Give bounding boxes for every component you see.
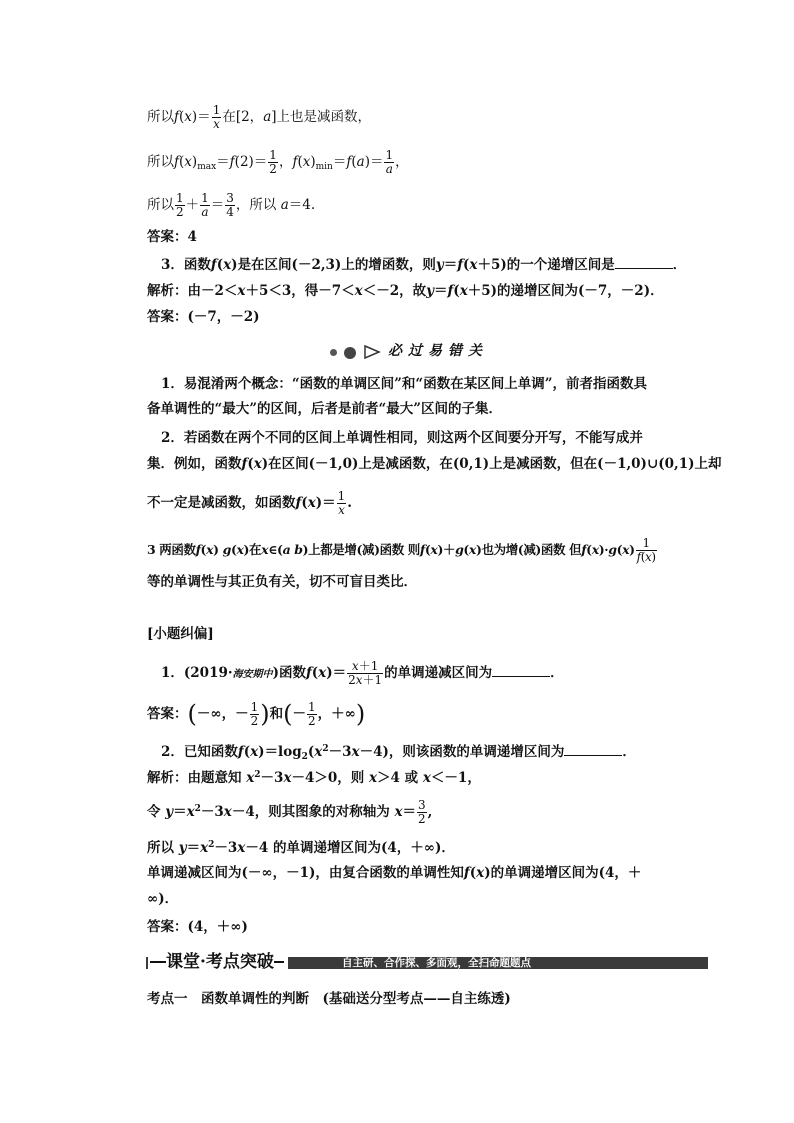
fraction: $\frac{1}{2}$ [176,191,184,219]
small-a2: 答案：(4，＋∞) [147,919,248,935]
answer-3: 答案：(－7，－2) [147,309,260,325]
answer-blank [564,743,622,756]
point-2a: 2．若函数在两个不同的区间上单调性相同，则这两个区间要分开写，不能写成并 [161,430,643,446]
question-3: 3．函数f(x)是在区间(－2,3)上的增函数，则y＝f(x＋5)的一个递增区间是 ． [161,257,687,273]
fraction: $\frac{1}{2}$ [250,700,259,728]
fraction: $\frac{1}{2}$ [308,700,316,728]
line-2: 所以$f(x)_{max}=f(2)=$ $\frac{1}{2}$ ，$f(x)_{min}=f(a)=$ $\frac{1}{a}$ ， [147,148,409,176]
point-1a: 1．易混淆两个概念：“函数的单调区间”和“函数在某区间上单调”，前者指函数具 [161,376,647,392]
line-1: 所以f(x)＝ $\frac{1}{x}$ 在[2，a]上也是减函数， [147,103,372,131]
small-sol-2a: 解析：由题意知 $x^2-3x-4>0$，则 x＞4 或 x＜－1， [147,770,481,786]
answer-blank [615,256,673,269]
fraction: $\frac{1}{a}$ [385,148,394,176]
fraction: $\frac{1}{x}$ [212,103,221,131]
dots-icon [330,344,381,363]
fraction: $\frac{1}{f(x)}$ [636,536,656,564]
small-q1: 1．(2019·海安期中)函数f(x)＝ $\frac{x+1}{2x+1}$ 的单调递减区间为 ． [161,659,564,687]
small-a1: 答案：(－∞，－ $\frac{1}{2}$ )和(－ $\frac{1}{2}$ ，＋∞) [147,700,366,728]
answer-blank [492,664,550,677]
section-title: 课堂·考点突破 [148,951,288,973]
point-3b: 等的单调性与其正负有关，切不可盲目类比． [147,574,417,590]
section-banner [146,952,708,972]
banner-must-pass [330,339,500,361]
small-sol-2c: 所以 $y=x^2-3x-4$ 的单调递增区间为(4，＋∞)． [147,840,455,856]
banner-title: 必过易错关 [388,343,488,359]
point-3a: 3 两函数f(x) g(x)在x∈(a b)上都是增(减)函数 则f(x)＋g(x)也为增(减)函数 但f(x)·g(x) $\frac{1}{f(x)}$ [147,536,656,564]
solution-3: 解析：由－2＜x＋5＜3，得－7＜x＜－2，故y＝f(x＋5)的递增区间为(－7，－2)． [147,283,664,299]
small-sol-2d: 单调递减区间为(－∞，－1)，由复合函数的单调性知f(x)的单调递增区间为(4，＋ [147,865,642,881]
topic-heading: 考点一 函数单调性的判断 (基础送分型考点——自主练透) [147,991,511,1007]
arrow-icon [363,345,381,359]
point-2b: 集．例如，函数f(x)在区间(－1,0)上是减函数，在(0,1)上是减函数，但在(－1,0)∪(0,1)上却 [147,456,722,472]
fraction: $\frac{3}{2}$ [418,798,426,826]
small-title: [小题纠偏] [147,626,214,642]
fraction: $\frac{3}{4}$ [226,191,234,219]
fraction: $\frac{1}{x}$ [337,489,346,517]
answer-1: 答案：4 [147,229,197,245]
fraction: $\frac{1}{a}$ [201,191,209,219]
line-3: 所以 $\frac{1}{2}$ ＋ $\frac{1}{a}$ ＝ $\frac{3}{4}$ ，所以 a＝4. [147,191,316,219]
point-2c: 不一定是减函数，如函数f(x)＝ $\frac{1}{x}$ . [147,489,352,517]
fraction: $\frac{1}{2}$ [269,148,277,176]
fraction: $\frac{x+1}{2x+1}$ [348,659,383,687]
section-subtitle: 自主研、合作探、多面观，全扫命题题点 [342,957,531,969]
small-sol-2e: ∞)． [147,891,179,907]
point-1b: 备单调性的“最大”的区间，后者是前者“最大”区间的子集． [147,401,503,417]
small-q2: 2．已知函数$f(x)=\log_2(x^2-3x-4)$，则该函数的单调递增区间为 ． [161,744,636,762]
small-sol-2b: 令 $y=x^2-3x-4$，则其图象的对称轴为 x＝ $\frac{3}{2}$ , [147,798,433,826]
